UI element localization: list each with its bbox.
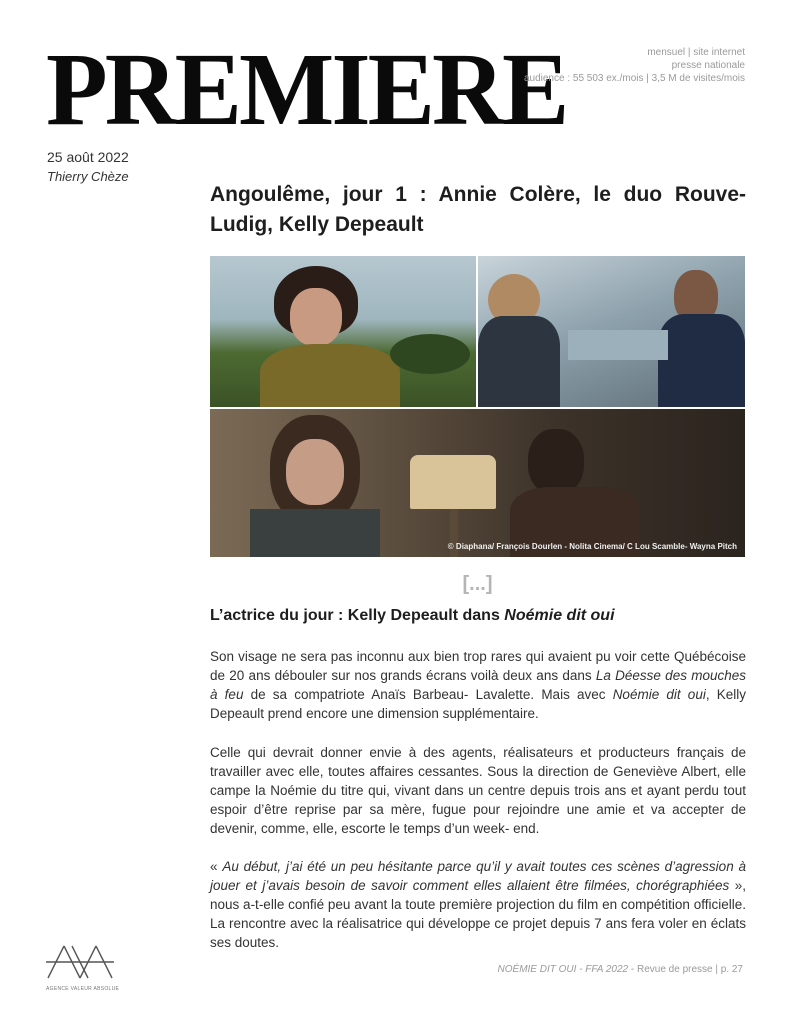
subhead-prefix: L’actrice du jour : Kelly Depeault dans [210,607,505,624]
omission-marker: [...] [462,573,493,595]
article-author: Thierry Chèze [47,169,129,184]
p3-quote: Au début, j’ai été un peu hésitante parce qu’il y avait toutes ces scènes d’agression à jouer et j’avais besoin de savoir comment elles allaient être filmées, chorégraphiées [210,859,746,893]
publication-logo: PREMIERE [46,32,567,147]
paragraph-3 [210,857,746,952]
photo-couple-lamp [210,409,745,557]
article-headline: Angoulême, jour 1 : Annie Colère, le duo Rouve- Ludig, Kelly Depeault [210,183,746,236]
paragraph-2: Celle qui devrait donner envie à des agents, réalisateurs et producteurs français de travailler avec elle, toutes affaires cessantes. Sous la direction de Geneviève Albert, elle campe la Noémie du titre qui, vivant dans un centre depuis trois ans et ayant perdu tout espoir d’être reprise par sa mère, fugue pour rejoindre une amie et va accepter de devenir, comme, elle, escorte le temps d’un week- end. [210,745,746,836]
publication-meta [524,46,745,85]
page-footer [498,964,743,975]
footer-page: - Revue de presse | p. 27 [628,964,743,975]
photo-two-men-harbor [478,256,745,407]
meta-frequency: mensuel | site internet [647,47,745,58]
paragraph-1 [210,647,746,723]
agency-monogram-icon [46,944,114,980]
agency-name: AGENCE VALEUR ABSOLUE [46,986,120,992]
article-date: 25 août 2022 [47,149,129,165]
photo-credit: © Diaphana/ François Dourlen - Nolita Cinema/ C Lou Scamble- Wayna Pitch [447,542,737,551]
p1-film-title: La Déesse des mouches à feu [210,668,746,702]
p1-part-c: de sa compatriote Anaïs Barbeau- Lavalette. Mais avec [243,687,613,702]
p1-part-a: Son visage ne sera pas inconnu aux bien trop rares qui avaient pu voir cette Québécoise de 20 ans débouler sur nos grands écrans voilà deux ans dans [210,649,746,683]
subhead-film-title: Noémie dit oui [504,607,615,624]
p3-rest: », nous a-t-elle confié peu avant la toute première projection du film en compétition officielle. La rencontre avec la réalisatrice qui développe ce projet depuis 7 ans fera voler en éclats ses doutes. [210,878,746,950]
photo-woman-field [210,256,476,407]
photo-collage [210,256,745,557]
agency-logo [46,944,120,992]
meta-scope: presse nationale [671,60,745,71]
section-subhead [210,607,746,625]
p1-part-e: , Kelly Depeault prend encore une dimension supplémentaire. [210,687,747,721]
p3-open-quote: « [210,859,223,874]
meta-audience: audience : 55 503 ex./mois | 3,5 M de visites/mois [523,73,745,84]
p1-film-title-2: Noémie dit oui [612,687,706,702]
footer-film: NOÉMIE DIT OUI - FFA 2022 [497,964,629,975]
